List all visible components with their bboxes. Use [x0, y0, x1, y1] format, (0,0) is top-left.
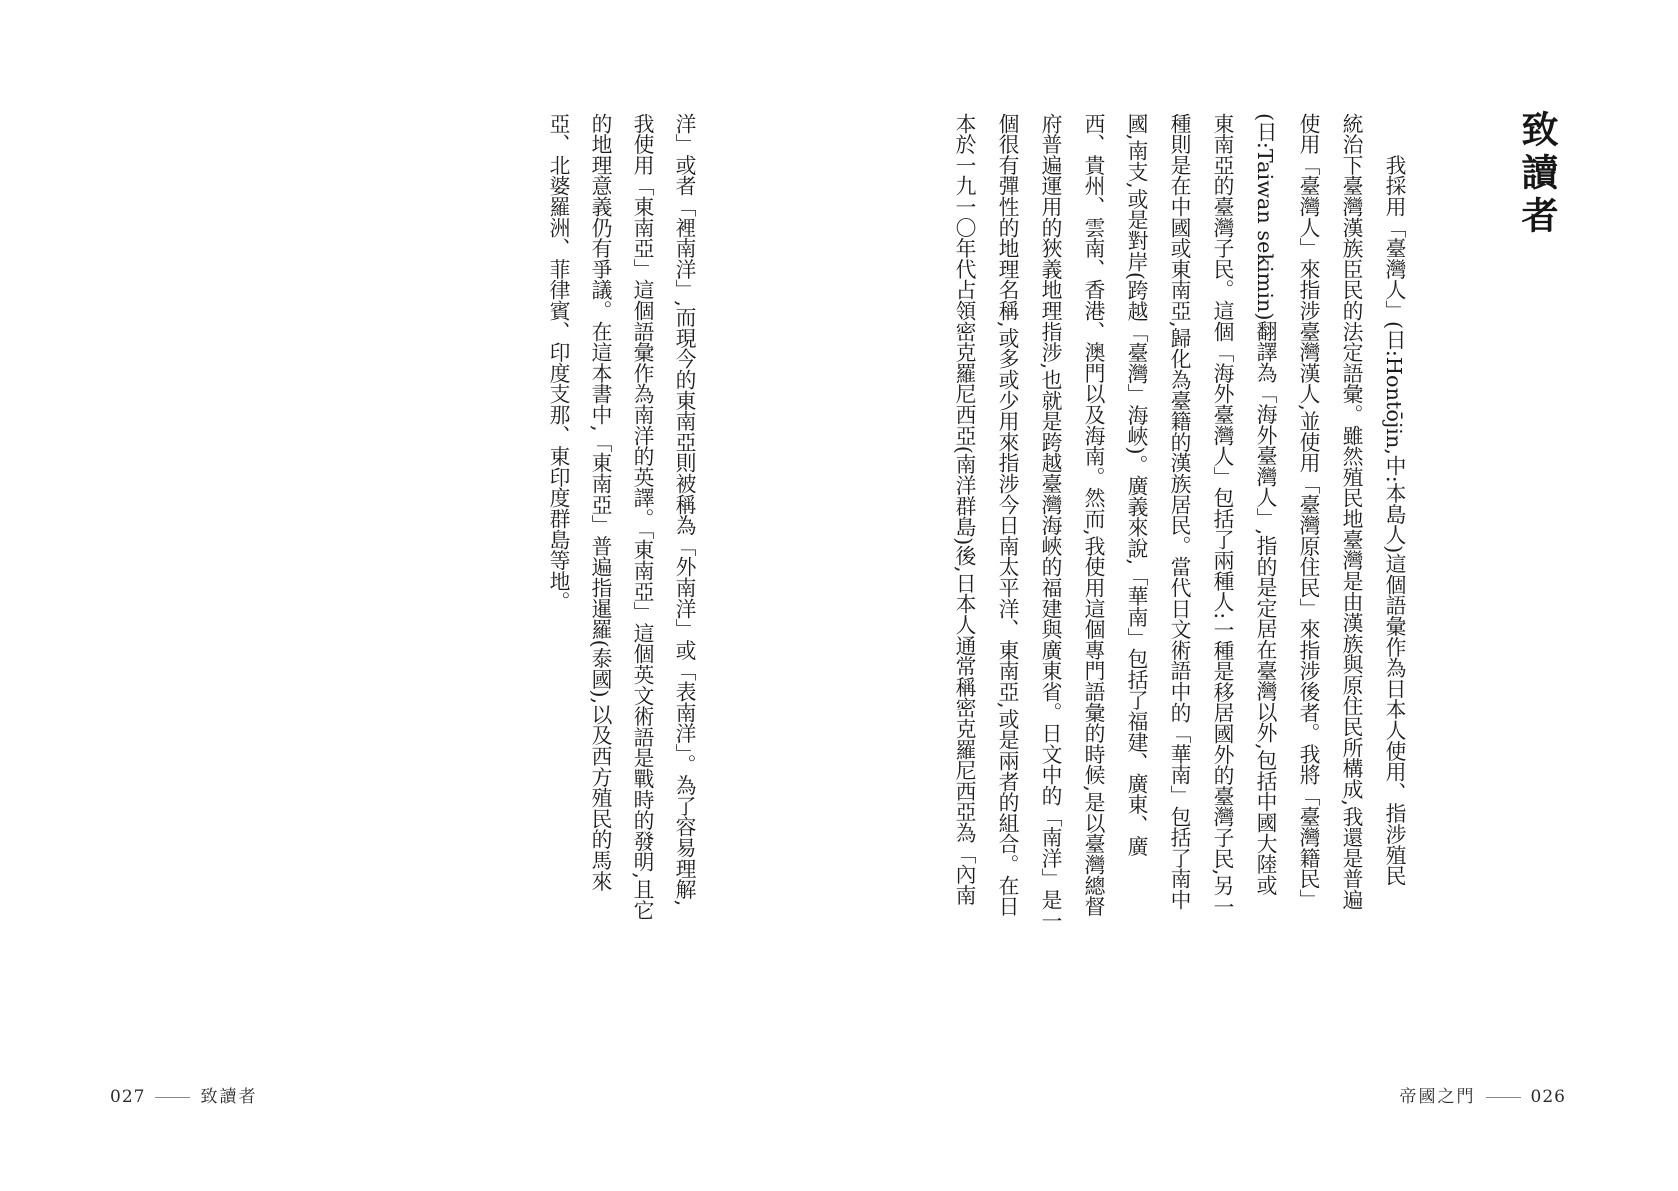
text-column: 的地理意義仍有爭議。在這本書中,「東南亞」普遍指暹羅(泰國),以及西方殖民的馬來 [588, 113, 612, 892]
chapter-title: 致讀者 [1515, 110, 1559, 239]
left-page-text [537, 113, 705, 920]
text-column: 國,南支,或是對岸(跨越「臺灣」海峽)。廣義來說,「華南」包括了福建、廣東、廣 [1124, 113, 1148, 857]
footer-rule [155, 1097, 190, 1098]
text-column: 個很有彈性的地理名稱,或多或少用來指涉今日南太平洋、東南亞,或是兩者的組合。在日 [995, 113, 1019, 917]
text-column: 種則是在中國或東南亞,歸化為臺籍的漢族居民。當代日文術語中的「華南」包括了南中 [1167, 113, 1191, 911]
right-page-footer [1400, 1082, 1566, 1107]
footer-rule [1486, 1097, 1521, 1098]
text-column: 使用「臺灣人」來指涉臺灣漢人,並使用「臺灣原住民」來指涉後者。我將「臺灣籍民」 [1296, 113, 1320, 911]
left-footer-section-title: 致讀者 [200, 1087, 258, 1107]
right-footer-book-title: 帝國之門 [1399, 1087, 1476, 1107]
right-page-text [942, 113, 1415, 931]
text-column: 西、貴州、雲南、香港、澳門以及海南。然而,我使用這個專門語彙的時候,是以臺灣總督 [1081, 113, 1105, 917]
text-column: 統治下臺灣漢族臣民的法定語彙。雖然殖民地臺灣是由漢族與原住民所構成,我還是普遍 [1339, 113, 1363, 911]
text-column: 亞、北婆羅洲、菲律賓、印度支那、東印度群島等地。 [546, 113, 570, 613]
text-column: 府普遍運用的狹義地理指涉,也就是跨越臺灣海峽的福建與廣東省。日文中的「南洋」是一 [1038, 113, 1062, 931]
left-page-number: 027 [110, 1087, 146, 1107]
text-column: 我使用「東南亞」這個語彙作為南洋的英譯。「東南亞」這個英文術語是戰時的發明,且它 [630, 113, 654, 921]
text-column: 本於一九一〇年代占領密克羅尼西亞(南洋群島)後,日本人通常稱密克羅尼西亞為「內南 [952, 113, 976, 906]
text-column: 洋」或者「裡南洋」,而現今的東南亞則被稱為「外南洋」或「表南洋」。為了容易理解, [672, 113, 696, 907]
text-column: 我採用「臺灣人」(日:Hontōjin,中:本島人)這個語彙作為日本人使用、指涉殖民 [1382, 113, 1406, 887]
left-page-footer [110, 1082, 257, 1107]
right-page-number: 026 [1530, 1087, 1566, 1107]
text-column: 東南亞的臺灣子民。這個「海外臺灣人」包括了兩種人:一種是移居國外的臺灣子民,另一 [1210, 113, 1234, 918]
text-column: (日:Taiwan sekimin)翻譯為「海外臺灣人」,指的是定居在臺灣以外,包括中國大陸或 [1253, 113, 1277, 896]
